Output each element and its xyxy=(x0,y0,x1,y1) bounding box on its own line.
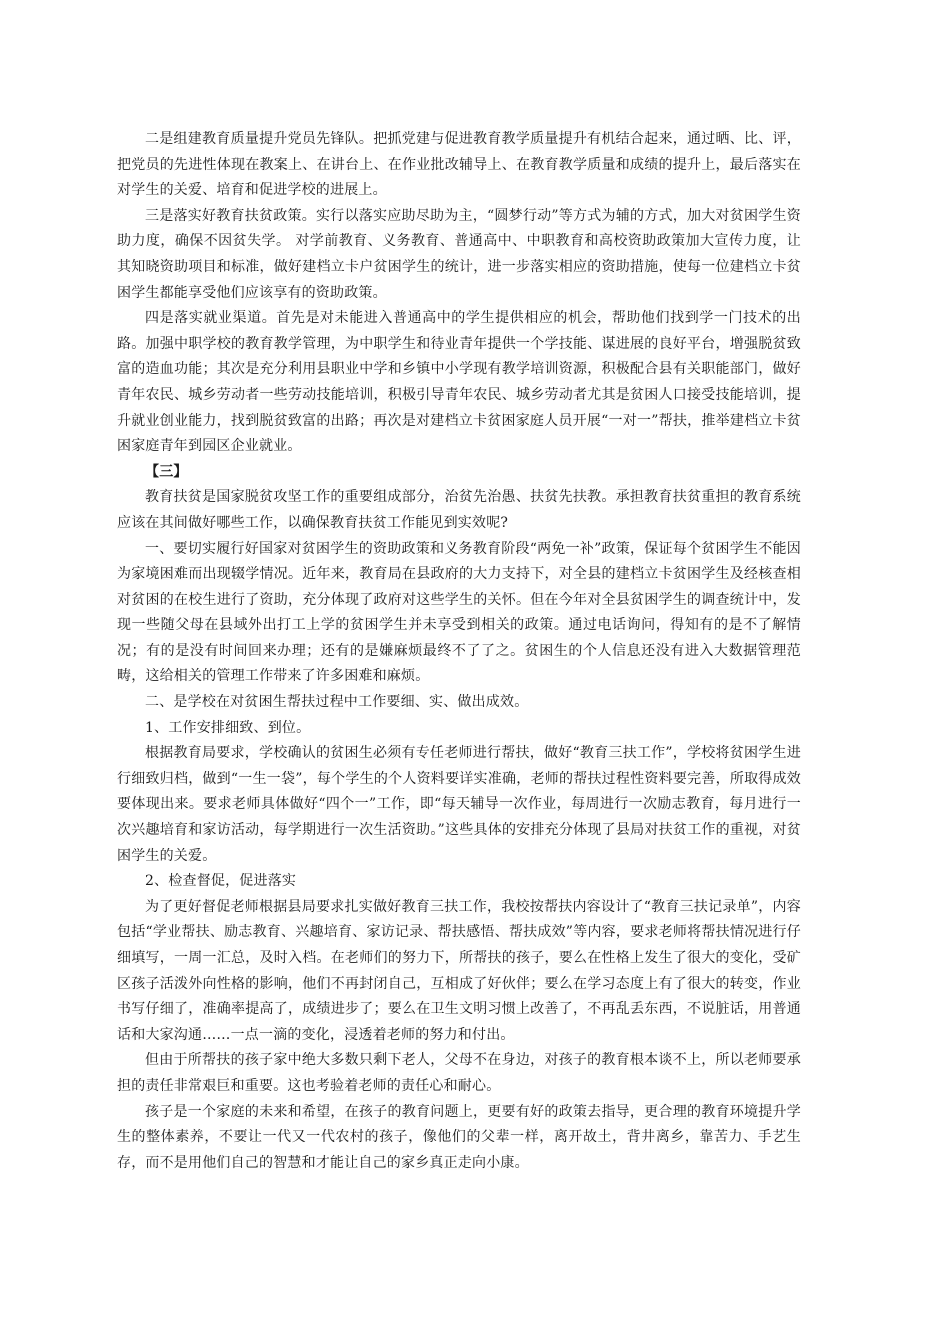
paragraph: 根据教育局要求，学校确认的贫困生必须有专任老师进行帮扶，做好“教育三扶工作”，学校将贫困学生进行细致归档，做到“一生一袋”，每个学生的个人资料要详实准确，老师的帮扶过程性资料要完善，所取得成效要体现出来。要求老师具体做好“四个一”工作，即“每天辅导一次作业，每周进行一次励志教育，每月进行一次兴趣培育和家访活动，每学期进行一次生活资助。”这些具体的安排充分体现了县局对扶贫工作的重视，对贫困学生的关爱。 xyxy=(117,745,801,864)
section-heading: 【三】 xyxy=(145,463,188,480)
paragraph: 2、检查督促，促进落实 xyxy=(145,873,297,890)
paragraph: 但由于所帮扶的孩子家中绝大多数只剩下老人，父母不在身边，对孩子的教育根本谈不上，所以老师要承担的责任非常艰巨和重要。这也考验着老师的责任心和耐心。 xyxy=(117,1052,801,1094)
paragraph: 一、要切实履行好国家对贫困学生的资助政策和义务教育阶段“两免一补”政策，保证每个贫困学生不能因为家境困难而出现辍学情况。近年来，教育局在县政府的大力支持下，对全县的建档立卡贫困学生及经核查相对贫困的在校生进行了资助，充分体现了政府对这些学生的关怀。但在今年对全县贫困学生的调查统计中，发现一些随父母在县域外出打工上学的贫困学生并未享受到相关的政策。通过电话询问，得知有的是不了解情况；有的是没有时间回来办理；还有的是嫌麻烦最终不了了之。贫困生的个人信息还没有进入大数据管理范畴，这给相关的管理工作带来了许多困难和麻烦。 xyxy=(117,540,801,685)
paragraph: 四是落实就业渠道。首先是对未能进入普通高中的学生提供相应的机会，帮助他们找到学一门技术的出路。加强中职学校的教育教学管理，为中职学生和待业青年提供一个学技能、谋进展的良好平台，增强脱贫致富的造血功能；其次是充分利用县职业中学和乡镇中小学现有教学培训资源，积极配合县有关职能部门，做好青年农民、城乡劳动者一些劳动技能培训，积极引导青年农民、城乡劳动者尤其是贫困人口接受技能培训，提升就业创业能力，找到脱贫致富的出路；再次是对建档立卡贫困家庭人员开展“一对一”帮扶，推举建档立卡贫困家庭青年到园区企业就业。 xyxy=(117,310,801,455)
paragraph: 孩子是一个家庭的未来和希望，在孩子的教育问题上，更要有好的政策去指导，更合理的教育环境提升学生的整体素养，不要让一代又一代农村的孩子，像他们的父辈一样，离开故土，背井离乡，靠苦力、手艺生存，而不是用他们自己的智慧和才能让自己的家乡真正走向小康。 xyxy=(117,1103,801,1171)
document-page xyxy=(117,127,801,1176)
paragraph: 1、工作安排细致、到位。 xyxy=(145,719,311,736)
paragraph: 二、是学校在对贫困生帮扶过程中工作要细、实、做出成效。 xyxy=(145,694,529,711)
paragraph: 三是落实好教育扶贫政策。实行以落实应助尽助为主，“圆梦行动”等方式为辅的方式，加大对贫困学生资助力度，确保不因贫失学。 对学前教育、义务教育、普通高中、中职教育和高校资助政策加大宣传力度，让其知晓资助项目和标准，做好建档立卡户贫困学生的统计，进一步落实相应的资助措施，使每一位建档立卡贫困学生都能享受他们应该享有的资助政策。 xyxy=(117,207,801,301)
paragraph: 二是组建教育质量提升党员先锋队。把抓党建与促进教育教学质量提升有机结合起来，通过晒、比、评，把党员的先进性体现在教案上、在讲台上、在作业批改辅导上、在教育教学质量和成绩的提升上，最后落实在对学生的关爱、培育和促进学校的进展上。 xyxy=(117,131,801,199)
paragraph: 为了更好督促老师根据县局要求扎实做好教育三扶工作，我校按帮扶内容设计了“教育三扶记录单”，内容包括“学业帮扶、励志教育、兴趣培育、家访记录、帮扶感悟、帮扶成效”等内容，要求老师将帮扶情况进行仔细填写，一周一汇总，及时入档。在老师们的努力下，所帮扶的孩子，要么在性格上发生了很大的变化，受矿区孩子活泼外向性格的影响，他们不再封闭自己，互相成了好伙伴；要么在学习态度上有了很大的转变，作业书写仔细了，准确率提高了，成绩进步了；要么在卫生文明习惯上改善了，不再乱丢东西，不说脏话，用普通话和大家沟通……一点一滴的变化，浸透着老师的努力和付出。 xyxy=(117,898,801,1043)
paragraph: 教育扶贫是国家脱贫攻坚工作的重要组成部分，治贫先治愚、扶贫先扶教。承担教育扶贫重担的教育系统应该在其间做好哪些工作，以确保教育扶贫工作能见到实效呢? xyxy=(117,489,801,531)
